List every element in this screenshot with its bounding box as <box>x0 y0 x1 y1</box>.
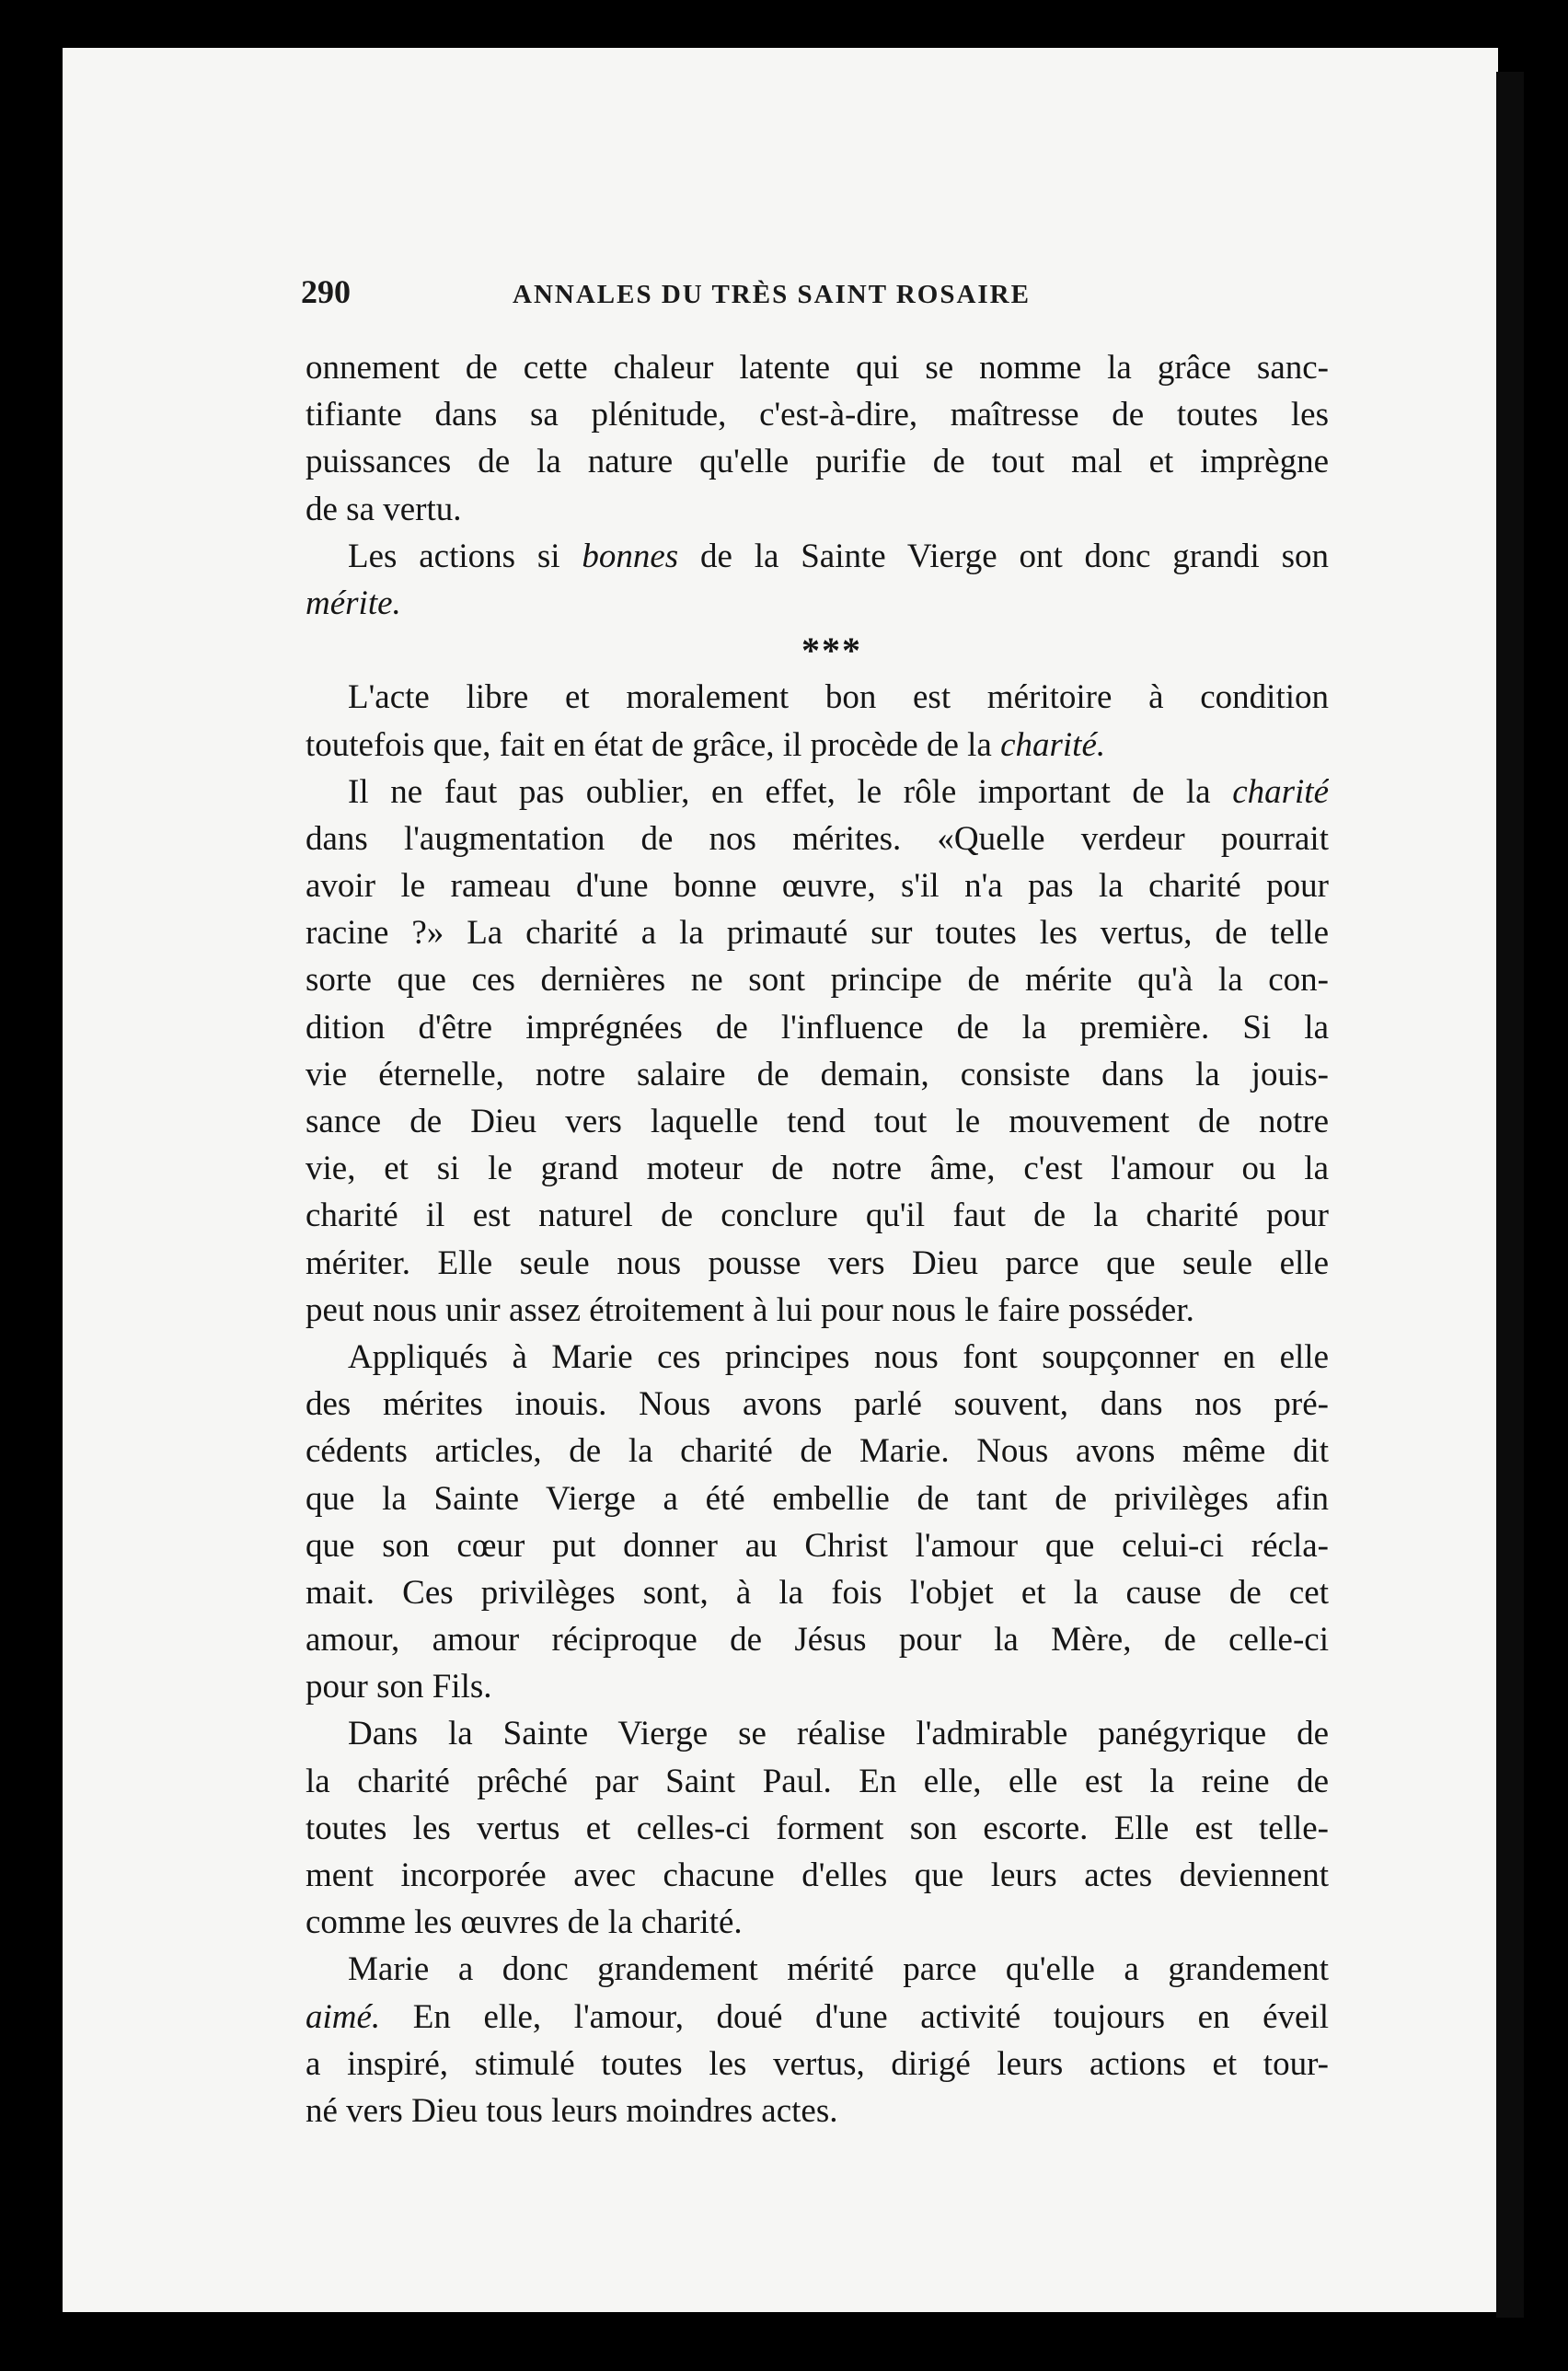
text-segment: vie éternelle, notre salaire de demain, consiste dans la jouis- <box>306 1055 1329 1093</box>
text-line <box>306 1475 1329 1522</box>
text-line <box>306 2041 1329 2088</box>
page-header <box>301 272 1322 311</box>
text-line <box>306 1946 1329 1993</box>
text-segment: Les actions si <box>348 537 582 575</box>
text-segment: sance de Dieu vers laquelle tend tout le mouvement de notre <box>306 1103 1329 1140</box>
text-segment: ment incorporée avec chacune d'elles que leurs actes deviennent <box>306 1856 1329 1894</box>
text-segment: amour, amour réciproque de Jésus pour la Mère, de celle-ci <box>306 1621 1329 1660</box>
text-line <box>306 909 1329 956</box>
text-line <box>306 533 1329 580</box>
text-segment: onnement de cette chaleur latente qui se nomme la grâce sanc- <box>306 349 1329 387</box>
paragraph <box>306 1710 1329 1946</box>
text-line <box>306 1710 1329 1757</box>
italic-text: charité <box>1232 772 1329 811</box>
text-segment: racine ?» La charité a la primauté sur toutes les vertus, de telle <box>306 914 1329 953</box>
text-line <box>306 862 1329 909</box>
text-segment: Il ne faut pas oublier, en effet, le rôle important de la <box>348 772 1233 811</box>
text-line <box>306 1004 1329 1051</box>
italic-text: bonnes <box>582 537 679 575</box>
text-segment: dition d'être imprégnées de l'influence de la première. Si la <box>306 1008 1329 1047</box>
body-text <box>306 344 1329 2134</box>
text-line <box>306 1569 1329 1616</box>
italic-text: mérite. <box>306 584 401 622</box>
text-line <box>306 956 1329 1003</box>
text-segment: En elle, l'amour, doué d'une activité toujours en éveil <box>380 1997 1329 2036</box>
text-line <box>306 1899 1329 1946</box>
text-line <box>306 815 1329 862</box>
text-line <box>306 2088 1329 2134</box>
text-segment: avoir le rameau d'une bonne œuvre, s'il n'a pas la charité pour <box>306 867 1329 906</box>
text-segment: tifiante dans sa plénitude, c'est-à-dire, maîtresse de toutes les <box>306 396 1329 434</box>
text-segment: de sa vertu. <box>306 490 462 528</box>
italic-text: charité. <box>1000 725 1106 764</box>
text-segment: peut nous unir assez étroitement à lui pour nous le faire posséder. <box>306 1290 1194 1329</box>
text-line <box>306 438 1329 485</box>
text-segment: Dans la Sainte Vierge se réalise l'admirable panégyrique de <box>348 1715 1329 1753</box>
text-segment: de la Sainte Vierge ont donc grandi son <box>678 537 1329 575</box>
text-line <box>306 1616 1329 1663</box>
text-line <box>306 1192 1329 1239</box>
text-line <box>306 391 1329 438</box>
text-segment: que la Sainte Vierge a été embellie de tant de privilèges afin <box>306 1479 1329 1518</box>
text-line <box>306 1098 1329 1145</box>
text-segment: dans l'augmentation de nos mérites. «Quelle verdeur pourrait <box>306 819 1329 858</box>
text-line <box>306 769 1329 815</box>
paragraph <box>306 1334 1329 1711</box>
text-segment: mait. Ces privilèges sont, à la fois l'objet et la cause de cet <box>306 1573 1329 1612</box>
text-line <box>306 722 1329 769</box>
text-segment: Marie a donc grandement mérité parce qu'elle a grandement <box>348 1950 1329 1989</box>
text-line <box>306 1287 1329 1334</box>
text-line <box>306 1428 1329 1475</box>
text-line <box>306 1334 1329 1381</box>
text-line <box>306 1522 1329 1569</box>
text-segment: né vers Dieu tous leurs moindres actes. <box>306 2091 838 2130</box>
paragraph <box>306 1946 1329 2134</box>
text-line <box>306 344 1329 391</box>
text-line <box>306 674 1329 721</box>
text-segment: a inspiré, stimulé toutes les vertus, dirigé leurs actions et tour- <box>306 2044 1329 2083</box>
text-line <box>306 1805 1329 1852</box>
text-segment: toutefois que, fait en état de grâce, il procède de la <box>306 725 1001 764</box>
text-line <box>306 1051 1329 1098</box>
text-line <box>306 486 1329 533</box>
text-segment: comme les œuvres de la charité. <box>306 1903 743 1942</box>
text-segment: que son cœur put donner au Christ l'amour que celui-ci récla- <box>306 1526 1329 1565</box>
text-segment: vie, et si le grand moteur de notre âme, c'est l'amour ou la <box>306 1150 1329 1188</box>
text-line <box>306 1852 1329 1899</box>
paragraph <box>306 674 1329 768</box>
text-segment: des mérites inouis. Nous avons parlé souvent, dans nos pré- <box>306 1385 1329 1424</box>
text-segment: cédents articles, de la charité de Marie. Nous avons même dit <box>306 1432 1329 1471</box>
page-number: 290 <box>301 273 351 310</box>
text-segment: sorte que ces dernières ne sont principe de mérite qu'à la con- <box>306 961 1329 1000</box>
text-segment: L'acte libre et moralement bon est méritoire à condition <box>348 678 1329 717</box>
text-segment: puissances de la nature qu'elle purifie de tout mal et imprègne <box>306 443 1329 481</box>
paragraph <box>306 533 1329 627</box>
book-spine-shadow <box>1496 72 1524 2318</box>
section-asterism: *** <box>801 630 862 672</box>
text-segment: toutes les vertus et celles-ci forment son escorte. Elle est telle- <box>306 1809 1329 1847</box>
paragraph <box>306 769 1329 1334</box>
text-segment: pour son Fils. <box>306 1668 492 1706</box>
text-line <box>306 1381 1329 1428</box>
text-line <box>306 1663 1329 1710</box>
text-line <box>306 1145 1329 1192</box>
text-segment: la charité prêché par Saint Paul. En elle, elle est la reine de <box>306 1762 1329 1800</box>
text-line <box>306 1240 1329 1287</box>
text-line <box>306 1758 1329 1805</box>
text-line <box>306 1994 1329 2041</box>
running-title: ANNALES DU TRÈS SAINT ROSAIRE <box>513 280 1031 309</box>
text-segment: charité il est naturel de conclure qu'il faut de la charité pour <box>306 1197 1329 1235</box>
text-segment: mériter. Elle seule nous pousse vers Dieu parce que seule elle <box>306 1243 1329 1282</box>
text-segment: Appliqués à Marie ces principes nous font soupçonner en elle <box>348 1337 1329 1376</box>
paragraph <box>306 344 1329 533</box>
italic-text: aimé. <box>306 1997 381 2036</box>
text-line <box>306 580 1329 627</box>
